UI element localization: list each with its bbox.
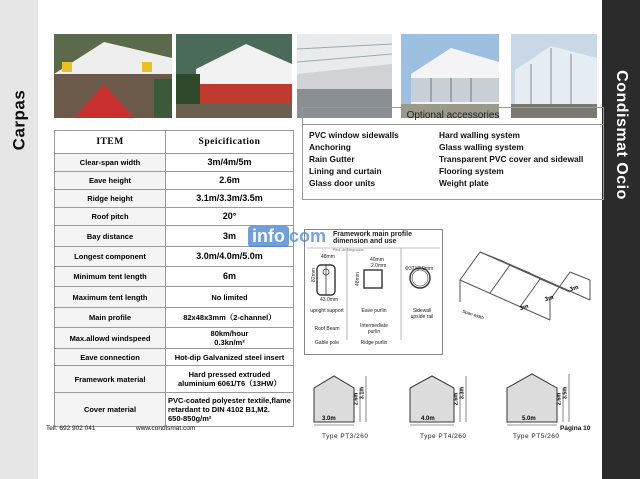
spec-value: No limited [166, 287, 294, 308]
tent-width-label: 3.0m [322, 416, 336, 422]
table-row [55, 366, 294, 393]
list-item: PVC window sidewalls [309, 130, 399, 140]
dim-label: Φ37X2.0mm [405, 266, 434, 272]
spec-value: 3.1m/3.3m/3.5m [166, 190, 294, 208]
spec-item: Longest component [55, 247, 166, 267]
spec-value: 82x48x3mm（2-channel） [166, 308, 294, 328]
info-com-watermark: info com [248, 226, 326, 247]
spec-value: 80km/hour 0.3kn/m² [166, 328, 294, 349]
table-row [55, 308, 294, 328]
tent-eave-label: 2.6m [353, 392, 360, 406]
profile-label: Ridge purlin [360, 340, 388, 346]
spec-value: 20° [166, 208, 294, 226]
spec-item: Max.allowd windspeed [55, 328, 166, 349]
framework-profile-box [304, 229, 443, 355]
tent-width-label: 5.0m [522, 416, 536, 422]
profile-label: upright support [310, 308, 344, 314]
list-item: Flooring system [439, 166, 504, 176]
dim-label: 82mm [310, 268, 317, 282]
spec-value: PVC-coated polyester textile,flame retardant to DIN 4102 B1,M2. 650-850g/m² [166, 393, 294, 427]
table-row [55, 349, 294, 366]
spec-value: 3.0m/4.0m/5.0m [166, 247, 294, 267]
tent-ridge-label: 3.1m [359, 386, 366, 400]
table-row [55, 172, 294, 190]
list-item: Glass walling system [439, 142, 524, 152]
spec-value: 3m/4m/5m [166, 154, 294, 172]
dim-label: 40mm [370, 257, 384, 263]
frame-isometric-drawing [455, 240, 605, 325]
list-item: Rain Gutter [309, 154, 355, 164]
spec-item: Bay distance [55, 226, 166, 247]
left-title: Carpas [9, 89, 29, 151]
iso-dim-1: 3m [519, 303, 530, 313]
dim-label: 2.0mm [371, 263, 387, 269]
iso-dim-2: 3m [544, 294, 555, 304]
table-header: Speicification [166, 131, 294, 154]
spec-value: Hot-dip Galvanized steel insert [166, 349, 294, 366]
table-row [55, 190, 294, 208]
table-row [55, 393, 294, 427]
tent-type-label: Type PT5/260 [513, 433, 560, 440]
spec-item: Eave height [55, 172, 166, 190]
spec-value: 2.6m [166, 172, 294, 190]
spec-item: Framework material [55, 366, 166, 393]
spec-item: Main profile [55, 308, 166, 328]
tent-photo-2 [176, 34, 292, 118]
tent-eave-label: 2.6m [556, 392, 563, 406]
list-item: Weight plate [439, 178, 489, 188]
spec-item: Ridge height [55, 190, 166, 208]
footer-phone: Tell. 692 902 041 [46, 425, 96, 432]
iso-span-label: Span width [461, 308, 485, 321]
profile-label: Gable pole [314, 340, 340, 346]
optional-accessories-title: Optional accessories [303, 108, 603, 125]
accessories-left-list [309, 129, 439, 189]
table-row [55, 208, 294, 226]
tent-ridge-label: 3.5m [562, 386, 569, 400]
dim-label: 48mm [321, 254, 335, 260]
spec-item: Roof pitch [55, 208, 166, 226]
tent-photo-1 [54, 34, 172, 118]
list-item: Lining and curtain [309, 166, 382, 176]
list-item: Anchoring [309, 142, 351, 152]
spec-value: 6m [166, 267, 294, 287]
table-header: ITEM [55, 131, 166, 154]
table-row [55, 328, 294, 349]
list-item: Hard walling system [439, 130, 520, 140]
spec-item: Cover material [55, 393, 166, 427]
tent-width-label: 4.0m [421, 416, 435, 422]
table-row [55, 154, 294, 172]
profile-label: Intermediate purlin [360, 323, 388, 335]
spec-value: 3m [166, 226, 294, 247]
tent-photo-4 [401, 34, 499, 118]
tent-eave-label: 2.6m [453, 392, 460, 406]
right-title: Condismat Ocio [613, 70, 630, 200]
table-row [55, 267, 294, 287]
dim-label: 43.0mm [320, 297, 339, 303]
profile-label: Sidewall upside rail [410, 308, 434, 320]
table-row [55, 247, 294, 267]
optional-accessories-box [302, 107, 604, 200]
spec-item: Clear-span width [55, 154, 166, 172]
tent-photo-3 [297, 34, 392, 118]
tent-type-label: Type PT4/260 [420, 433, 467, 440]
profile-drawings [305, 230, 442, 354]
spec-value: Hard pressed extruded aluminium 6061/T6（13HW） [166, 366, 294, 393]
left-sidebar [0, 0, 38, 479]
tent-ridge-label: 3.3m [459, 386, 466, 400]
framework-subtitle: Red de Negocios [333, 247, 364, 252]
iso-dim-3: 3m [569, 284, 580, 294]
footer-website[interactable]: www.condismat.com [136, 425, 196, 432]
table-row [55, 287, 294, 308]
specification-table [54, 130, 294, 427]
page-number: Página 10 [560, 425, 591, 432]
spec-item: Minimum tent length [55, 267, 166, 287]
dim-label: 48mm [354, 272, 361, 286]
list-item: Transparent PVC cover and sidewall [439, 154, 584, 164]
profile-label: Eave purlin [361, 308, 387, 314]
profile-label: Roof Beam [314, 326, 340, 332]
accessories-right-list [439, 129, 583, 189]
framework-title: Framework main profile dimension and use [333, 231, 412, 245]
spec-item: Eave connection [55, 349, 166, 366]
tent-photo-5 [511, 34, 597, 118]
list-item: Glass door units [309, 178, 376, 188]
tent-type-label: Type PT3/260 [322, 433, 369, 440]
spec-item: Maximum tent length [55, 287, 166, 308]
